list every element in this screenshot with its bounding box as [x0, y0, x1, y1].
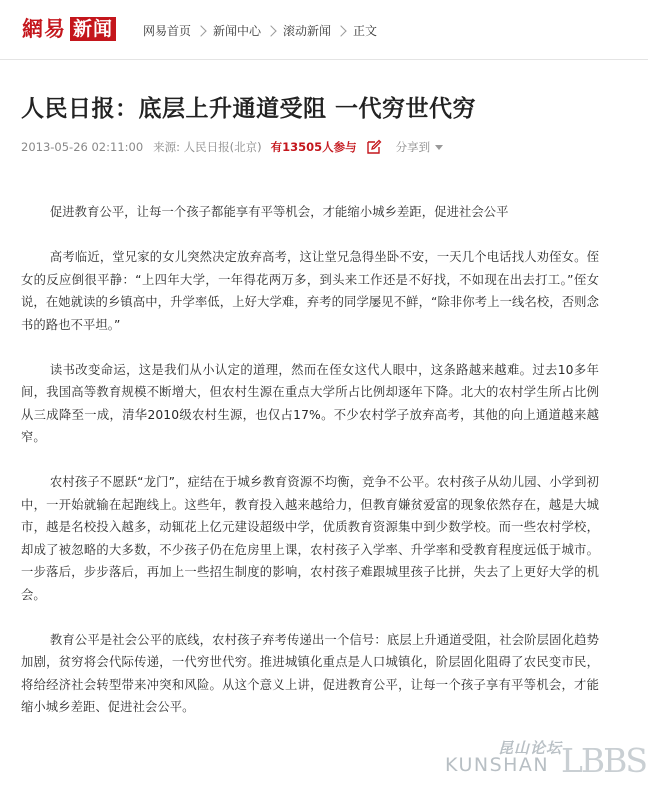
breadcrumb-news-center[interactable]: 新闻中心 — [213, 24, 262, 38]
breadcrumb-home[interactable]: 网易首页 — [143, 24, 192, 38]
comment-edit-icon[interactable] — [366, 139, 382, 155]
article-meta — [21, 139, 443, 155]
article-source[interactable]: 来源: 人民日报(北京) — [153, 140, 262, 154]
chevron-right-icon — [265, 25, 276, 36]
breadcrumb-rolling-news[interactable]: 滚动新闻 — [283, 24, 332, 38]
article-paragraph: 促进教育公平，让每一个孩子都能享有平等机会，才能缩小城乡差距，促进社会公平 — [49, 205, 509, 219]
article-body — [21, 201, 599, 741]
dropdown-arrow-icon[interactable] — [435, 145, 443, 150]
watermark-cn-text: 昆山论坛 — [498, 739, 563, 757]
article-title: 人民日报：底层上升通道受阻 一代穷世代穷 — [21, 95, 477, 122]
watermark-en-text: KUNSHAN — [445, 754, 550, 776]
logo-news-text: 新闻 — [70, 17, 116, 41]
chevron-right-icon — [335, 25, 346, 36]
share-label[interactable]: 分享到 — [395, 140, 431, 154]
logo-brand-text: 網易 — [22, 16, 66, 41]
participants-link[interactable]: 有13505人参与 — [270, 140, 357, 154]
netease-news-logo[interactable] — [22, 17, 116, 41]
watermark-bbs-text: LBBS — [561, 741, 647, 780]
breadcrumb-current: 正文 — [353, 24, 378, 38]
article-paragraph: 农村孩子不愿跃“龙门”，症结在于城乡教育资源不均衡，竞争不公平。农村孩子从幼儿园、小学到初中，一开始就输在起跑线上。这些年，教育投入越来越给力，但教育嫌贫爱富的现象依然存在，越是大城市，越是名校投入越多，动辄花上亿元建设超级中学，优质教育资源集中到少数学校。而一些农村学校，却成了被忽略的大多数，不少孩子仍在危房里上课，农村孩子入学率、升学率和受教育程度远低于城市。一步落后，步步落后，再加上一些招生制度的影响，农村孩子难跟城里孩子比拼，失去了上更好大学的机会。 — [21, 475, 599, 602]
breadcrumb — [143, 22, 377, 39]
article-paragraph: 高考临近，堂兄家的女儿突然决定放弃高考，这让堂兄急得坐卧不安，一天几个电话找人劝侄女。侄女的反应倒很平静：“上四年大学，一年得花两万多，到头来工作还是不好找，不如现在出去打工。”侄女说，在她就读的乡镇高中，升学率低，上好大学难，弃考的同学屡见不鲜，“除非你考上一线名校，否则念书的路也不平坦。” — [21, 250, 599, 332]
publish-datetime: 2013-05-26 02:11:00 — [21, 140, 144, 154]
kunshan-bbs-watermark — [443, 735, 647, 780]
top-navigation — [0, 0, 648, 60]
article-paragraph: 教育公平是社会公平的底线，农村孩子弃考传递出一个信号：底层上升通道受阻，社会阶层固化趋势加剧，贫穷将会代际传递，一代穷世代穷。推进城镇化重点是人口城镇化，阶层固化阻碍了农民变市民，将给经济社会转型带来冲突和风险。从这个意义上讲，促进教育公平，让每一个孩子享有平等机会，才能缩小城乡差距、促进社会公平。 — [21, 632, 599, 714]
article-paragraph: 读书改变命运，这是我们从小认定的道理，然而在侄女这代人眼中，这条路越来越难。过去10多年间，我国高等教育规模不断增大，但农村生源在重点大学所占比例却逐年下降。北大的农村学生所占比例从三成降至一成，清华2010级农村生源，也仅占17%。不少农村学子放弃高考，其他的向上通道越来越窄。 — [21, 362, 599, 444]
chevron-right-icon — [195, 25, 206, 36]
